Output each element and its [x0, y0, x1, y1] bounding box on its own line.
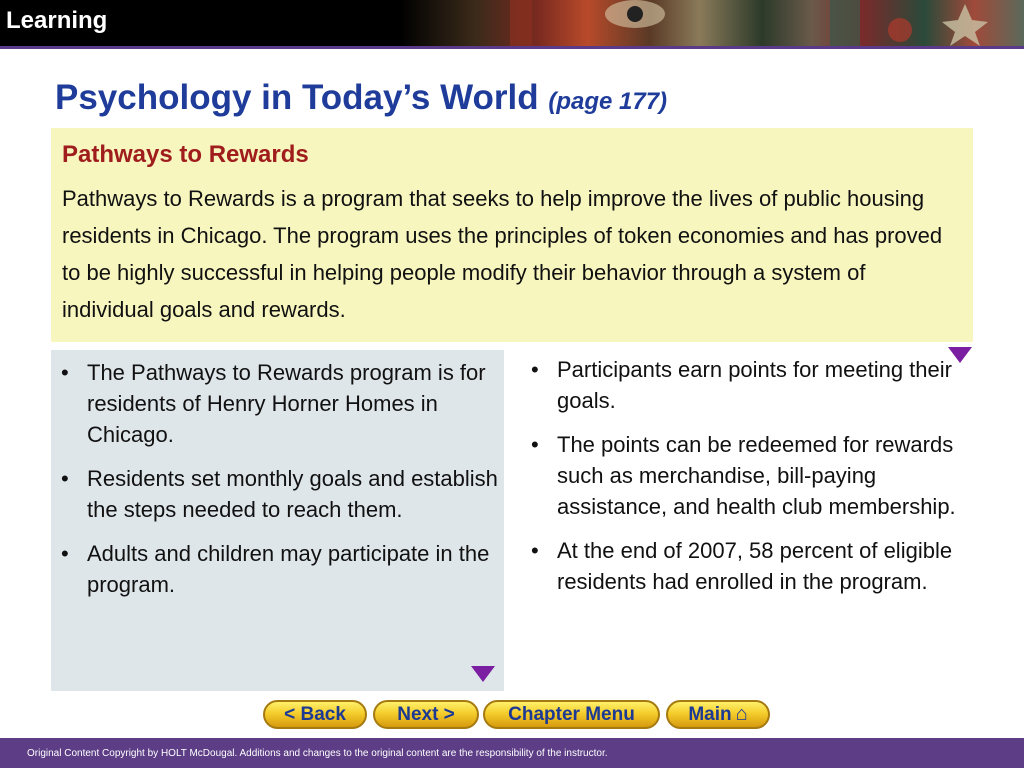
list-item: • The points can be redeemed for rewards such as merchandise, bill-paying assistance, and health club membership. [521, 429, 971, 522]
page-title [55, 78, 667, 118]
list-item: • Participants earn points for meeting their goals. [521, 354, 971, 416]
right-bullet-list [521, 354, 971, 610]
footer-bar [0, 738, 1024, 768]
down-triangle-icon[interactable] [471, 666, 495, 682]
header-banner [0, 0, 1024, 46]
bullet-dot: • [61, 541, 69, 566]
chapter-menu-button[interactable]: Chapter Menu [483, 700, 660, 729]
home-icon: ⌂ [735, 703, 748, 725]
list-item: • Adults and children may participate in the program. [51, 538, 499, 600]
bullet-dot: • [531, 432, 539, 457]
bullet-dot: • [531, 357, 539, 382]
bullet-dot: • [61, 360, 69, 385]
list-item: • The Pathways to Rewards program is for residents of Henry Horner Homes in Chicago. [51, 357, 499, 450]
highlight-box [51, 128, 973, 342]
main-button[interactable]: Main ⌂ [666, 700, 770, 729]
page-title-text: Psychology in Today’s World [55, 78, 539, 117]
header-divider [0, 46, 1024, 49]
header-title: Learning [6, 7, 108, 34]
list-item: • Residents set monthly goals and establish the steps needed to reach them. [51, 463, 499, 525]
highlight-paragraph: Pathways to Rewards is a program that seeks to help improve the lives of public housing residents in Chicago. The program uses the principles of token economies and has proved to be highly successful in helping people modify their behavior through a system of individual goals and rewards. [62, 186, 943, 322]
page-reference: (page 177) [548, 88, 668, 115]
banner-artwork [400, 0, 1024, 46]
down-triangle-icon[interactable] [948, 347, 972, 363]
highlight-heading: Pathways to Rewards [62, 141, 309, 168]
list-item: • At the end of 2007, 58 percent of eligible residents had enrolled in the program. [521, 535, 971, 597]
left-bullet-panel [51, 350, 504, 691]
bullet-dot: • [531, 538, 539, 563]
footer-copyright: Original Content Copyright by HOLT McDougal. Additions and changes to the original content are the responsibility of the instructor. [27, 748, 608, 759]
next-button[interactable]: Next > [373, 700, 479, 729]
bullet-dot: • [61, 466, 69, 491]
banner-collage-image [400, 0, 1024, 46]
left-bullet-list [51, 357, 499, 613]
back-button[interactable]: < Back [263, 700, 367, 729]
